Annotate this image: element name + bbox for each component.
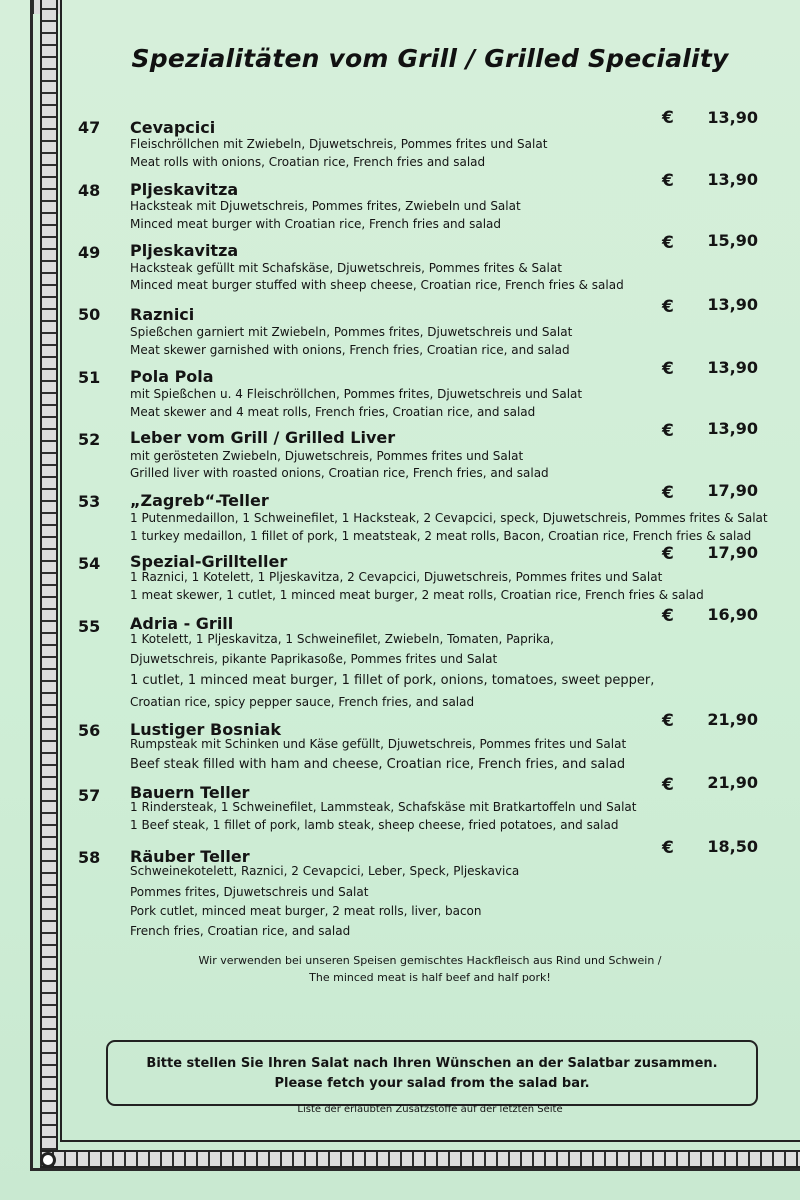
border-line bbox=[60, 0, 62, 1140]
item-description-en: Meat skewer and 4 meat rolls, French fries, Croatian rice, and salad bbox=[130, 405, 536, 419]
currency-symbol: € bbox=[662, 359, 674, 379]
salad-bar-notice bbox=[106, 1040, 758, 1106]
item-price: 13,90 bbox=[707, 419, 758, 438]
item-description-en: Minced meat burger with Croatian rice, French fries and salad bbox=[130, 217, 501, 231]
item-name: Cevapcici bbox=[130, 118, 216, 137]
footer-note: Liste der erlaubten Zusatzstoffe auf der letzten Seite bbox=[297, 1104, 563, 1115]
item-number: 47 bbox=[78, 118, 101, 137]
item-description-en: Pork cutlet, minced meat burger, 2 meat rolls, liver, bacon bbox=[130, 904, 482, 918]
currency-symbol: € bbox=[662, 838, 674, 858]
item-description-de: Fleischröllchen mit Zwiebeln, Djuwetschreis, Pommes frites und Salat bbox=[130, 137, 548, 151]
currency-symbol: € bbox=[662, 544, 674, 564]
currency-symbol: € bbox=[662, 297, 674, 317]
item-name: Pola Pola bbox=[130, 367, 214, 386]
item-description-en: 1 meat skewer, 1 cutlet, 1 minced meat burger, 2 meat rolls, Croatian rice, French fries & salad bbox=[130, 588, 704, 602]
item-description-de: Schweinekotelett, Raznici, 2 Cevapcici, Leber, Speck, Pljeskavica bbox=[130, 864, 520, 878]
item-description-en: Beef steak filled with ham and cheese, Croatian rice, French fries, and salad bbox=[130, 757, 626, 772]
item-price: 18,50 bbox=[707, 837, 758, 856]
item-description-de: mit Spießchen u. 4 Fleischröllchen, Pommes frites, Djuwetschreis und Salat bbox=[130, 387, 583, 401]
item-number: 58 bbox=[78, 848, 101, 867]
currency-symbol: € bbox=[662, 421, 674, 441]
item-price: 13,90 bbox=[707, 295, 758, 314]
item-name: „Zagreb“-Teller bbox=[130, 491, 269, 510]
item-name: Spezial-Grillteller bbox=[130, 552, 288, 571]
item-number: 53 bbox=[78, 492, 101, 511]
item-number: 57 bbox=[78, 786, 101, 805]
border-left bbox=[40, 0, 58, 1150]
border-line bbox=[60, 1140, 800, 1142]
currency-symbol: € bbox=[662, 108, 674, 128]
item-description-en: 1 turkey medaillon, 1 fillet of pork, 1 meatsteak, 2 meat rolls, Bacon, Croatian rice, French fries & salad bbox=[130, 529, 752, 543]
item-name: Pljeskavitza bbox=[130, 180, 239, 199]
item-description-de: Djuwetschreis, pikante Paprikasoße, Pommes frites und Salat bbox=[130, 652, 498, 666]
currency-symbol: € bbox=[662, 483, 674, 503]
item-description-en: 1 cutlet, 1 minced meat burger, 1 fillet of pork, onions, tomatoes, sweet pepper, bbox=[130, 673, 655, 688]
item-description-de: Spießchen garniert mit Zwiebeln, Pommes frites, Djuwetschreis und Salat bbox=[130, 325, 573, 339]
salad-line-en: Please fetch your salad from the salad bar. bbox=[274, 1076, 590, 1091]
item-number: 48 bbox=[78, 181, 101, 200]
item-description-en: Minced meat burger stuffed with sheep cheese, Croatian rice, French fries & salad bbox=[130, 278, 624, 292]
item-number: 54 bbox=[78, 554, 101, 573]
item-description-de: 1 Kotelett, 1 Pljeskavitza, 1 Schweinefilet, Zwiebeln, Tomaten, Paprika, bbox=[130, 632, 554, 646]
item-description-en: Meat skewer garnished with onions, French fries, Croatian rice, and salad bbox=[130, 343, 570, 357]
item-description-de: Rumpsteak mit Schinken und Käse gefüllt, Djuwetschreis, Pommes frites und Salat bbox=[130, 737, 627, 751]
item-name: Bauern Teller bbox=[130, 783, 250, 802]
item-number: 52 bbox=[78, 430, 101, 449]
item-name: Lustiger Bosniak bbox=[130, 720, 282, 739]
item-number: 50 bbox=[78, 305, 101, 324]
item-description-en: Grilled liver with roasted onions, Croatian rice, French fries, and salad bbox=[130, 466, 549, 480]
item-name: Räuber Teller bbox=[130, 847, 250, 866]
note-line-en: The minced meat is half beef and half pork! bbox=[309, 971, 551, 984]
page-title: Spezialitäten vom Grill / Grilled Speciality bbox=[131, 44, 729, 73]
border-line bbox=[30, 1168, 800, 1171]
item-name: Pljeskavitza bbox=[130, 241, 239, 260]
item-description-de: Hacksteak gefüllt mit Schafskäse, Djuwetschreis, Pommes frites & Salat bbox=[130, 261, 562, 275]
item-description-de: Pommes frites, Djuwetschreis und Salat bbox=[130, 885, 369, 899]
item-number: 51 bbox=[78, 368, 101, 387]
item-price: 21,90 bbox=[707, 710, 758, 729]
corner-ornament-icon bbox=[40, 1152, 56, 1168]
item-price: 13,90 bbox=[707, 108, 758, 127]
item-description-de: 1 Rindersteak, 1 Schweinefilet, Lammsteak, Schafskäse mit Bratkartoffeln und Salat bbox=[130, 800, 637, 814]
item-price: 13,90 bbox=[707, 170, 758, 189]
item-description-de: Hacksteak mit Djuwetschreis, Pommes frites, Zwiebeln und Salat bbox=[130, 199, 521, 213]
item-description-de: 1 Putenmedaillon, 1 Schweinefilet, 1 Hacksteak, 2 Cevapcici, speck, Djuwetschreis, Pommes frites & Salat bbox=[130, 511, 768, 525]
item-price: 15,90 bbox=[707, 231, 758, 250]
currency-symbol: € bbox=[662, 606, 674, 626]
currency-symbol: € bbox=[662, 775, 674, 795]
item-description-en: French fries, Croatian rice, and salad bbox=[130, 924, 351, 938]
item-number: 55 bbox=[78, 617, 101, 636]
currency-symbol: € bbox=[662, 233, 674, 253]
border-bottom bbox=[40, 1150, 800, 1168]
item-number: 49 bbox=[78, 243, 101, 262]
item-description-en: Meat rolls with onions, Croatian rice, French fries and salad bbox=[130, 155, 486, 169]
currency-symbol: € bbox=[662, 711, 674, 731]
item-name: Leber vom Grill / Grilled Liver bbox=[130, 428, 396, 447]
item-price: 17,90 bbox=[707, 481, 758, 500]
item-name: Adria - Grill bbox=[130, 614, 234, 633]
minced-meat-note bbox=[100, 952, 760, 986]
item-description-en: Croatian rice, spicy pepper sauce, French fries, and salad bbox=[130, 695, 475, 709]
item-price: 17,90 bbox=[707, 543, 758, 562]
item-price: 21,90 bbox=[707, 773, 758, 792]
salad-line-de: Bitte stellen Sie Ihren Salat nach Ihren Wünschen an der Salatbar zusammen. bbox=[146, 1056, 718, 1071]
currency-symbol: € bbox=[662, 171, 674, 191]
item-description-de: mit gerösteten Zwiebeln, Djuwetschreis, Pommes frites und Salat bbox=[130, 449, 524, 463]
item-price: 13,90 bbox=[707, 358, 758, 377]
item-description-en: 1 Beef steak, 1 fillet of pork, lamb steak, sheep cheese, fried potatoes, and salad bbox=[130, 818, 619, 832]
item-name: Raznici bbox=[130, 305, 195, 324]
item-number: 56 bbox=[78, 721, 101, 740]
item-description-de: 1 Raznici, 1 Kotelett, 1 Pljeskavitza, 2 Cevapcici, Djuwetschreis, Pommes frites und Salat bbox=[130, 570, 663, 584]
note-line-de: Wir verwenden bei unseren Speisen gemischtes Hackfleisch aus Rind und Schwein / bbox=[198, 954, 662, 967]
border-line bbox=[30, 0, 33, 1170]
item-price: 16,90 bbox=[707, 605, 758, 624]
